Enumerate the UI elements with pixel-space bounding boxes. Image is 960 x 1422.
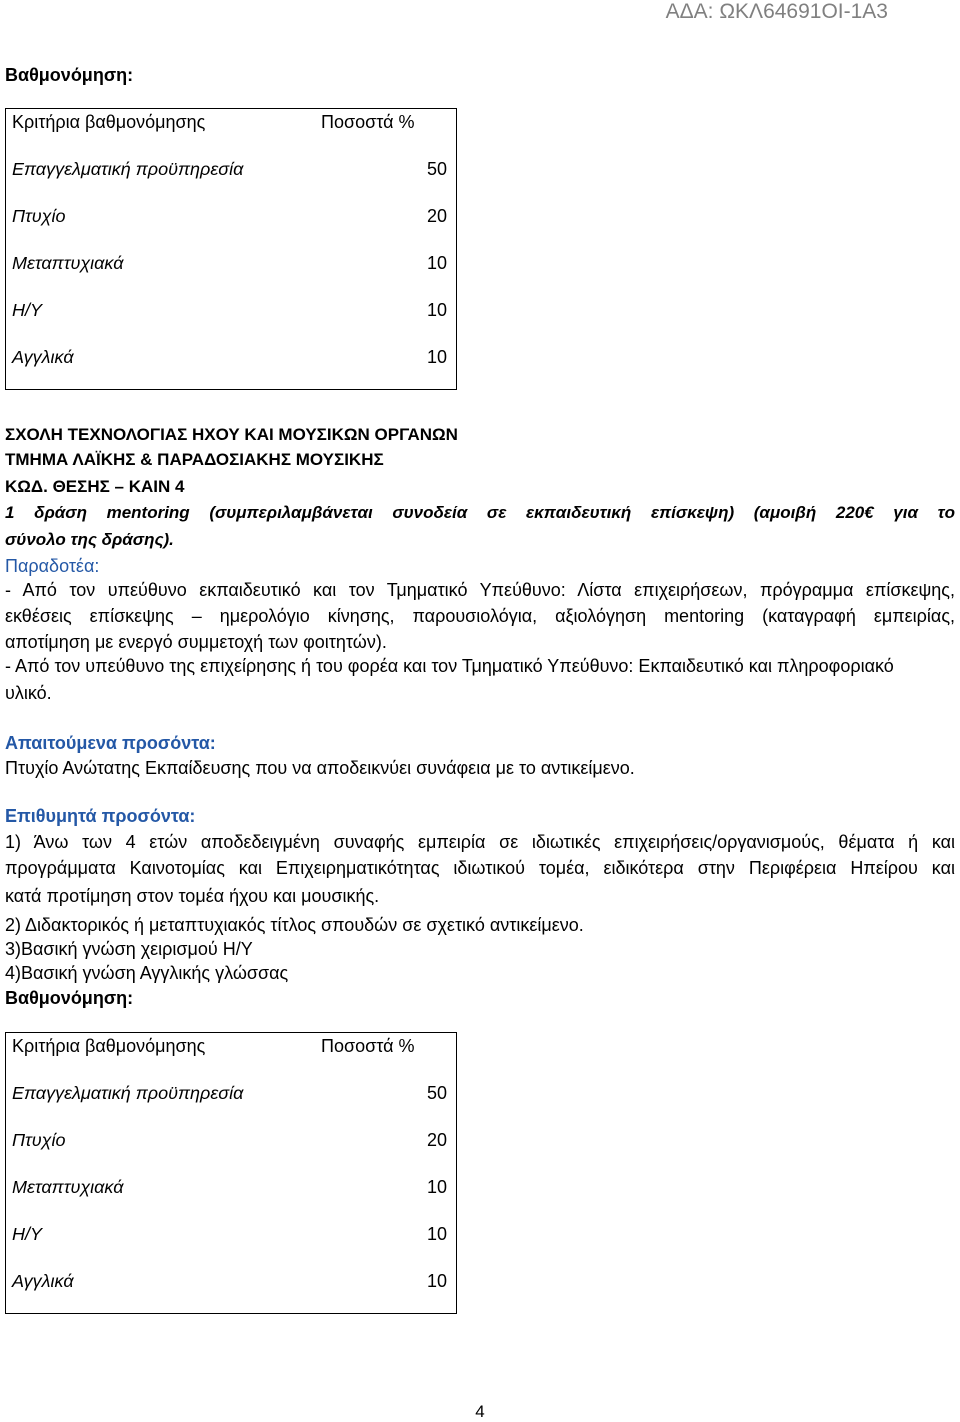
criterion-cell: Μεταπτυχιακά <box>12 253 124 273</box>
criterion-cell: Επαγγελματική προϋπηρεσία <box>12 1083 244 1103</box>
criteria-column-header: Κριτήρια βαθμονόμησης <box>12 112 206 132</box>
deliverables-line: - Από τον υπεύθυνο της επιχείρησης ή του φορέα και τον Τμηματικό Υπεύθυνο: Εκπαιδευτικό και πληροφοριακό <box>5 656 894 676</box>
table-header-row <box>6 1033 456 1080</box>
criteria-column-header: Κριτήρια βαθμονόμησης <box>12 1036 206 1056</box>
percent-cell: 50 <box>426 1083 447 1103</box>
table-row <box>6 297 456 344</box>
desired-qualification-line: 2) Διδακτορικός ή μεταπτυχιακός τίτλος σπουδών σε σχετικό αντικείμενο. <box>5 915 584 935</box>
table-row <box>6 1174 456 1221</box>
percent-cell: 50 <box>426 159 447 179</box>
criterion-cell: Η/Υ <box>12 300 43 320</box>
deliverables-line: υλικό. <box>5 683 52 703</box>
criterion-cell: Επαγγελματική προϋπηρεσία <box>12 159 244 179</box>
desired-qualification-line: 3)Βασική γνώση χειρισμού Η/Υ <box>5 939 253 959</box>
calibration-title: Βαθμονόμηση: <box>5 65 134 85</box>
deliverables-line: αποτίμηση με ενεργό συμμετοχή των φοιτητών). <box>5 632 387 652</box>
percent-column-header: Ποσοστά % <box>321 112 415 132</box>
percent-cell: 10 <box>426 1271 447 1291</box>
action-description-line: 1 δράση mentoring (συμπεριλαμβάνεται συνοδεία σε εκπαιδευτική επίσκεψη) (αμοιβή 220€ για το <box>5 503 955 522</box>
percent-cell: 10 <box>426 1224 447 1244</box>
criterion-cell: Η/Υ <box>12 1224 43 1244</box>
deliverables-title: Παραδοτέα: <box>5 556 100 576</box>
table-header-row <box>6 109 456 156</box>
percent-cell: 10 <box>426 1177 447 1197</box>
percent-cell: 10 <box>426 300 447 320</box>
criterion-cell: Αγγλικά <box>12 347 74 367</box>
deliverables-line: - Από τον υπεύθυνο εκπαιδευτικό και τον Τμηματικό Υπεύθυνο: Λίστα επιχειρήσεων, πρόγραμμα επίσκεψης, <box>5 580 955 600</box>
percent-cell: 20 <box>426 1130 447 1150</box>
percent-cell: 10 <box>426 253 447 273</box>
table-row <box>6 203 456 250</box>
calibration-table <box>5 1032 457 1314</box>
desired-qualification-line: 1) Άνω των 4 ετών αποδεδειγμένη συναφής εμπειρία σε ιδιωτικές επιχειρήσεις/οργανισμούς, θέματα ή και <box>5 832 955 852</box>
criterion-cell: Πτυχίο <box>12 206 66 226</box>
percent-column-header: Ποσοστά % <box>321 1036 415 1056</box>
page-number: 4 <box>475 1402 485 1421</box>
desired-qualifications-title: Επιθυμητά προσόντα: <box>5 806 196 826</box>
desired-qualification-line: 4)Βασική γνώση Αγγλικής γλώσσας <box>5 963 289 983</box>
table-row <box>6 344 456 391</box>
percent-cell: 20 <box>426 206 447 226</box>
action-description-line: σύνολο της δράσης). <box>5 530 174 549</box>
table-row <box>6 1127 456 1174</box>
calibration-table <box>5 108 457 390</box>
criterion-cell: Μεταπτυχιακά <box>12 1177 124 1197</box>
table-row <box>6 1080 456 1127</box>
ada-code: ΑΔΑ: ΩΚΛ64691ΟΙ-1Α3 <box>665 0 888 23</box>
desired-qualification-line: κατά προτίμηση στον τομέα ήχου και μουσικής. <box>5 886 380 906</box>
calibration-title: Βαθμονόμηση: <box>5 988 134 1008</box>
position-code: ΚΩΔ. ΘΕΣΗΣ – ΚΑΙΝ 4 <box>5 477 185 496</box>
table-row <box>6 250 456 297</box>
required-qualifications-text: Πτυχίο Ανώτατης Εκπαίδευσης που να αποδεικνύει συνάφεια με το αντικείμενο. <box>5 758 635 778</box>
table-row <box>6 1221 456 1268</box>
school-name: ΣΧΟΛΗ ΤΕΧΝΟΛΟΓΙΑΣ ΗΧΟΥ ΚΑΙ ΜΟΥΣΙΚΩΝ ΟΡΓΑΝΩΝ <box>5 425 458 444</box>
criterion-cell: Αγγλικά <box>12 1271 74 1291</box>
table-row <box>6 156 456 203</box>
criterion-cell: Πτυχίο <box>12 1130 66 1150</box>
percent-cell: 10 <box>426 347 447 367</box>
department-name: ΤΜΗΜΑ ΛΑΪΚΗΣ & ΠΑΡΑΔΟΣΙΑΚΗΣ ΜΟΥΣΙΚΗΣ <box>5 450 384 469</box>
table-row <box>6 1268 456 1315</box>
required-qualifications-title: Απαιτούμενα προσόντα: <box>5 733 216 753</box>
desired-qualification-line: προγράμματα Καινοτομίας και Επιχειρηματικότητας ιδιωτικού τομέα, ειδικότερα στην Περιφέρεια Ηπείρου και <box>5 858 955 878</box>
deliverables-line: εκθέσεις επίσκεψης – ημερολόγιο κίνησης, παρουσιολόγια, αξιολόγηση mentoring (καταγραφή εμπειρίας, <box>5 606 955 626</box>
